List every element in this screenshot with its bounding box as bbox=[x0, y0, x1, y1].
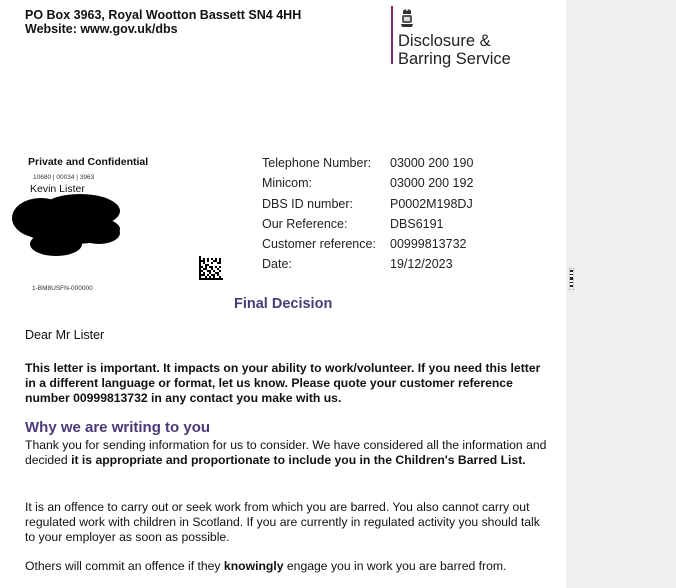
others-bold-text: knowingly bbox=[223, 559, 284, 573]
info-label: Customer reference: bbox=[262, 237, 376, 252]
decision-paragraph bbox=[25, 438, 550, 468]
info-label: Minicom: bbox=[262, 176, 313, 191]
others-text-b: engage you in work you are barred from. bbox=[283, 559, 507, 573]
logo-line-1: Disclosure & bbox=[398, 32, 491, 50]
info-value: 00999813732 bbox=[390, 237, 467, 252]
decision-text: Thank you for sending information for us to consider. We have considered all the information and decided bbox=[25, 438, 547, 467]
info-value: 19/12/2023 bbox=[390, 257, 453, 272]
info-label: DBS ID number: bbox=[262, 196, 354, 211]
info-value: 03000 200 190 bbox=[390, 156, 474, 170]
address-line: PO Box 3963, Royal Wootton Bassett SN4 4HH bbox=[25, 8, 302, 22]
logo-divider bbox=[391, 6, 393, 64]
website-line: Website: www.gov.uk/dbs bbox=[25, 22, 178, 36]
offence-paragraph: It is an offence to carry out or seek work from which you are barred. You also cannot carry out regulated work with children in Scotland. If you are currently in regulated activity you should talk to your employer as soon as possible. bbox=[25, 500, 540, 544]
info-value: 03000 200 192 bbox=[390, 176, 474, 191]
others-paragraph bbox=[25, 559, 555, 574]
royal-crest-icon bbox=[399, 8, 415, 28]
dbs-logo-text bbox=[398, 32, 511, 68]
decision-bold-text: it is appropriate and proportionate to include you in the Children's Barred List. bbox=[71, 453, 526, 467]
barcode-reference: 1-BM8USFN-000000 bbox=[32, 285, 93, 292]
mailing-ref-code: 10680 | 00034 | 3963 bbox=[33, 174, 95, 181]
info-label: Date: bbox=[262, 257, 292, 272]
private-confidential-label: Private and Confidential bbox=[28, 156, 149, 168]
datamatrix-code-icon bbox=[199, 256, 223, 280]
recipient-name: Kevin Lister bbox=[30, 183, 85, 195]
info-label: Telephone Number: bbox=[262, 156, 372, 170]
logo-line-2: Barring Service bbox=[398, 50, 511, 68]
others-text-a: Others will commit an offence if they bbox=[25, 559, 224, 573]
page-edge-background bbox=[566, 0, 676, 588]
salutation: Dear Mr Lister bbox=[25, 328, 105, 342]
return-address bbox=[25, 8, 301, 36]
important-notice: This letter is important. It impacts on your ability to work/volunteer. If you need this letter in a different language or format, let us know. Please quote your customer reference number 00999813732 in any contact you make with us. bbox=[25, 361, 541, 405]
info-label: Our Reference: bbox=[262, 216, 348, 231]
info-value: DBS6191 bbox=[390, 216, 444, 231]
info-value: P0002M198DJ bbox=[390, 196, 473, 211]
section-heading: Why we are writing to you bbox=[25, 419, 211, 436]
letter-title: Final Decision bbox=[234, 296, 333, 312]
page-mark-icon bbox=[569, 268, 574, 290]
